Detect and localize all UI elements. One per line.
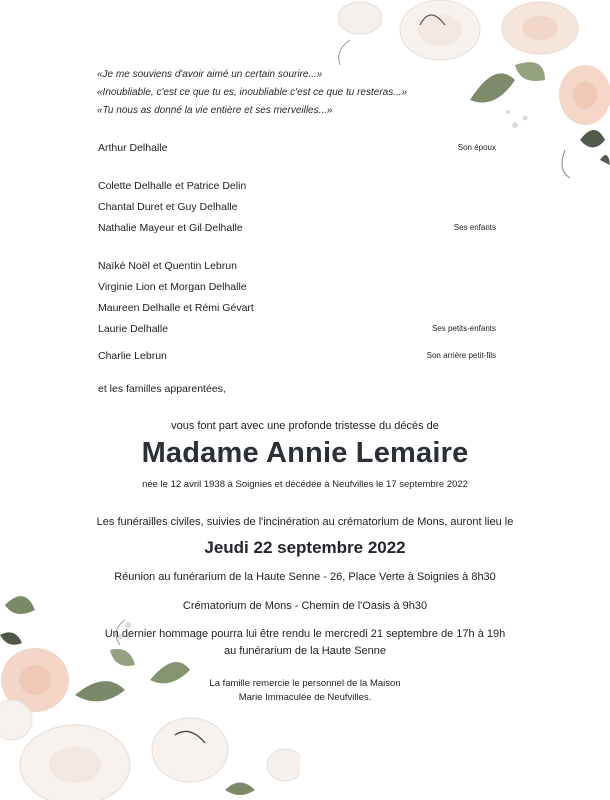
thanks-line: La famille remercie le personnel de la Maison bbox=[209, 678, 401, 689]
child-name: Nathalie Mayeur et Gil Delhalle bbox=[98, 222, 243, 234]
children-relation: Ses enfants bbox=[453, 223, 496, 232]
grandchildren-relation: Ses petits-enfants bbox=[431, 324, 496, 333]
hommage-line: Un dernier hommage pourra lui être rendu le mercredi 21 septembre de 17h à 19h bbox=[104, 628, 506, 640]
deceased-name: Madame Annie Lemaire bbox=[141, 437, 469, 469]
announcement-intro: vous font part avec une profonde tristesse du décès de bbox=[171, 420, 439, 432]
quote-line: «Inoubliable, c'est ce que tu es, inoubliable c'est ce que tu resteras...» bbox=[97, 87, 408, 98]
grandchild-name: Laurie Delhalle bbox=[98, 323, 169, 335]
quote-line: «Je me souviens d'avoir aimé un certain sourire...» bbox=[97, 69, 323, 80]
spouse-relation: Son époux bbox=[457, 143, 496, 152]
funeral-reunion: Réunion au funérarium de la Haute Senne - 26, Place Verte à Soignies à 8h30 bbox=[114, 571, 496, 583]
spouse-name: Arthur Delhalle bbox=[98, 142, 168, 154]
birth-death-line: née le 12 avril 1938 à Soignies et décédée à Neufvilles le 17 septembre 2022 bbox=[142, 479, 468, 490]
thanks-line: Marie Immaculée de Neufvilles. bbox=[238, 692, 372, 703]
great-grandchild-name: Charlie Lebrun bbox=[98, 350, 167, 362]
grandchild-name: Naïké Noël et Quentin Lebrun bbox=[98, 260, 237, 272]
child-name: Colette Delhalle et Patrice Delin bbox=[98, 180, 247, 192]
grandchild-name: Maureen Delhalle et Rémi Gévart bbox=[98, 302, 254, 314]
child-name: Chantal Duret et Guy Delhalle bbox=[98, 201, 238, 213]
hommage-line: au funérarium de la Haute Senne bbox=[223, 645, 387, 657]
quotes-block bbox=[97, 66, 407, 120]
grandchild-name: Virginie Lion et Morgan Delhalle bbox=[98, 281, 247, 293]
quote-line: «Tu nous as donné la vie entière et ses merveilles...» bbox=[97, 105, 333, 116]
great-grandchild-relation: Son arrière petit-fils bbox=[426, 351, 496, 360]
funeral-intro: Les funérailles civiles, suivies de l'incinération au crématorium de Mons, auront lieu le bbox=[96, 516, 514, 528]
relatives-text: et les familles apparentées, bbox=[98, 383, 226, 395]
funeral-crematorium: Crématorium de Mons - Chemin de l'Oasis à 9h30 bbox=[182, 600, 428, 612]
funeral-date: Jeudi 22 septembre 2022 bbox=[204, 538, 406, 557]
